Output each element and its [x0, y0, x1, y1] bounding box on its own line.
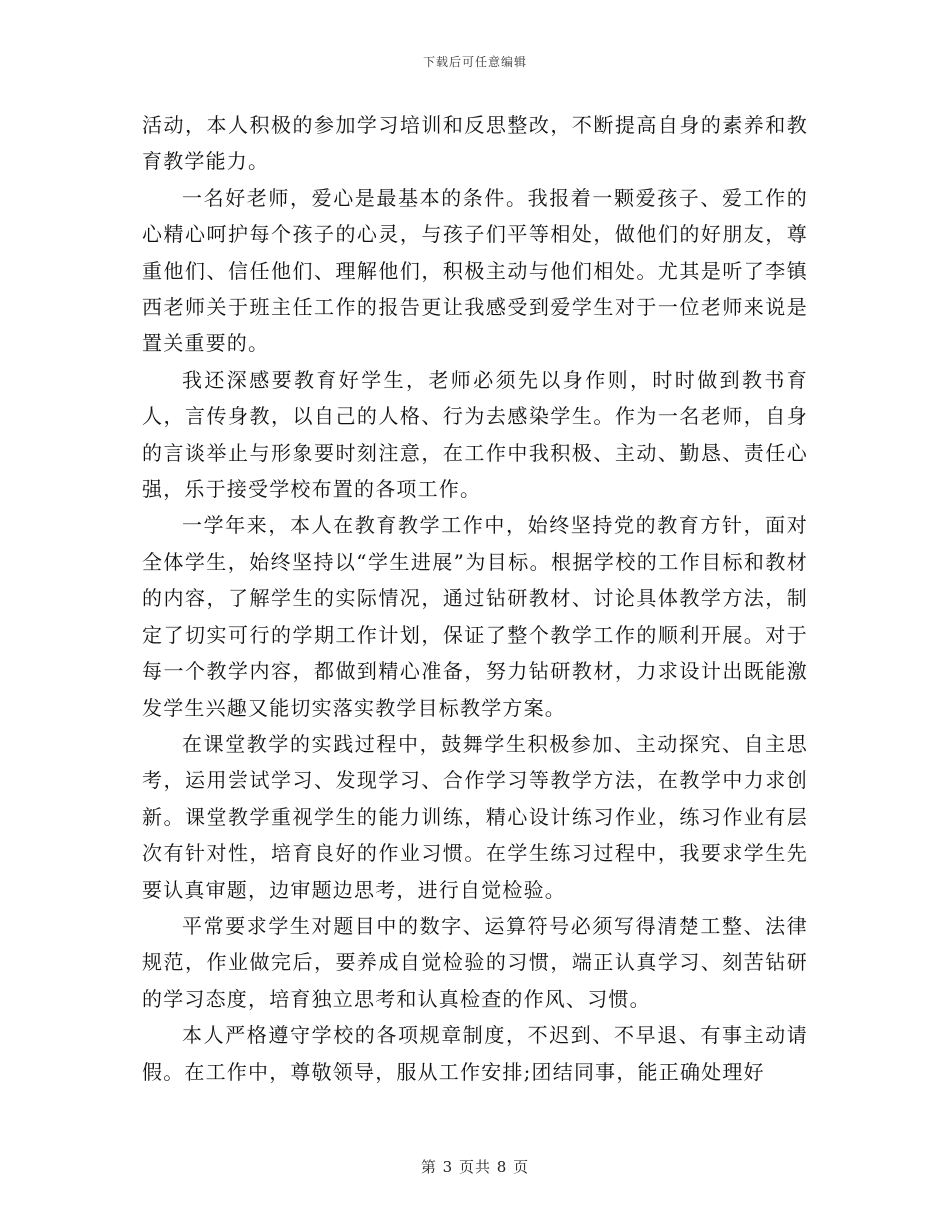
page-footer-page-number: 第 3 页共 8 页	[420, 1158, 530, 1176]
paragraph-7: 本人严格遵守学校的各项规章制度，不迟到、不早退、有事主动请假。在工作中，尊敬领导，服从工作安排;团结同事，能正确处理好	[142, 1023, 808, 1084]
document-body	[142, 107, 808, 1090]
paragraph-5: 在课堂教学的实践过程中，鼓舞学生积极参加、主动探究、自主思考，运用尝试学习、发现学习、合作学习等教学方法，在教学中力求创新。课堂教学重视学生的能力训练，精心设计练习作业，练习作业有层次有针对性，培育良好的作业习惯。在学生练习过程中，我要求学生先要认真审题，边审题边思考，进行自觉检验。	[142, 731, 808, 902]
paragraph-6: 平常要求学生对题目中的数字、运算符号必须写得清楚工整、法律规范，作业做完后，要养成自觉检验的习惯，端正认真学习、刻苦钻研的学习态度，培育独立思考和认真检查的作风、习惯。	[142, 913, 808, 1011]
paragraph-1: 活动，本人积极的参加学习培训和反思整改，不断提高自身的素养和教育教学能力。	[142, 113, 808, 174]
paragraph-4: 一学年来，本人在教育教学工作中，始终坚持党的教育方针，面对全体学生，始终坚持以“学生进展”为目标。根据学校的工作目标和教材的内容，了解学生的实际情况，通过钻研教材、讨论具体教学方法，制定了切实可行的学期工作计划，保证了整个教学工作的顺利开展。对于每一个教学内容，都做到精心准备，努力钻研教材，力求设计出既能激发学生兴趣又能切实落实教学目标教学方案。	[142, 513, 808, 720]
paragraph-3: 我还深感要教育好学生，老师必须先以身作则，时时做到教书育人，言传身教，以自己的人格、行为去感染学生。作为一名老师，自身的言谈举止与形象要时刻注意，在工作中我积极、主动、勤恳、责任心强，乐于接受学校布置的各项工作。	[142, 367, 808, 502]
page-header: 下载后可任意编辑	[422, 55, 527, 69]
paragraph-2: 一名好老师，爱心是最基本的条件。我报着一颗爱孩子、爱工作的心精心呵护每个孩子的心灵，与孩子们平等相处，做他们的好朋友，尊重他们、信任他们、理解他们，积极主动与他们相处。尤其是听了李镇西老师关于班主任工作的报告更让我感受到爱学生对于一位老师来说是置关重要的。	[142, 185, 808, 356]
